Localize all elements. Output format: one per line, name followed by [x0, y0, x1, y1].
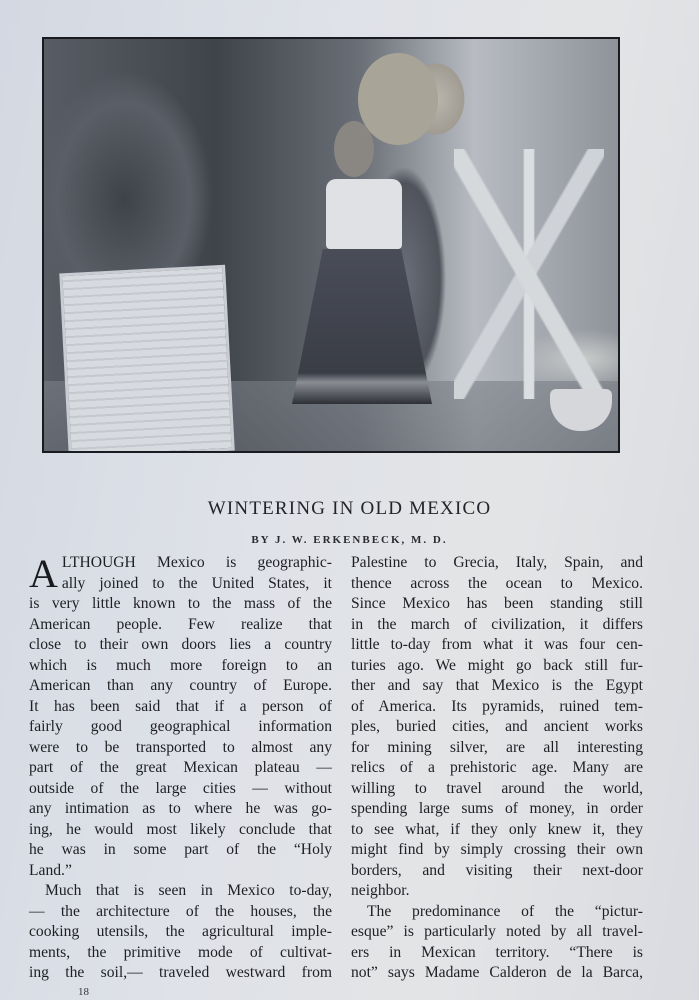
text-line: willing to travel around the world, — [351, 779, 643, 797]
left-column — [29, 553, 332, 984]
text-line: which is much more foreign to an — [29, 656, 332, 674]
page-number: 18 — [78, 986, 89, 998]
text-line: American than any country of Europe. — [29, 677, 332, 694]
text-line: LTHOUGH Mexico is geographic- — [61, 554, 332, 571]
text-line: neighbor. — [351, 882, 410, 899]
text-line: esque” is particularly noted by all travel- — [351, 923, 643, 940]
text-line: Palestine to Grecia, Italy, Spain, and — [351, 554, 643, 571]
photo-girl-blouse — [326, 179, 402, 249]
drop-cap: A — [29, 551, 58, 596]
text-line: any intimation as to where he was go- — [29, 800, 332, 817]
article-photo — [42, 37, 620, 453]
text-line: to see what, if they only knew it, they — [351, 820, 643, 838]
text-line: cooking utensils, the agricultural imple- — [29, 923, 332, 940]
text-line: ther and say that Mexico is the Egypt — [351, 677, 643, 694]
photo-agave-plant — [454, 149, 604, 399]
text-line: he was in some part of the “Holy — [29, 841, 332, 858]
photo-loom — [59, 265, 235, 453]
text-line: American people. Few realize that — [29, 615, 332, 633]
text-line: spending large sums of money, in order — [351, 800, 643, 817]
text-line: Since Mexico has been standing still — [351, 595, 643, 612]
text-line: The predominance of the “pictur- — [367, 902, 643, 920]
text-line: ments, the primitive mode of cultivat- — [29, 943, 332, 961]
photo-girl-skirt — [292, 249, 432, 404]
photo-water-jar — [358, 53, 438, 145]
text-line: ing the soil,— traveled westward from — [29, 964, 332, 981]
text-line: ing, he would most likely conclude that — [29, 820, 332, 838]
text-line: Land.” — [29, 861, 72, 879]
text-line: part of the great Mexican plateau — — [29, 759, 332, 776]
right-column — [351, 553, 643, 984]
text-line: for mining silver, are all interesting — [351, 738, 643, 756]
text-line: thence across the ocean to Mexico. — [351, 574, 643, 592]
text-line: in the march of civilization, it differs — [351, 615, 643, 633]
text-line: not” says Madame Calderon de la Barca, — [351, 964, 643, 981]
text-line: little to-day from what it was four cen- — [351, 636, 643, 653]
text-line: fairly good geographical information — [29, 718, 332, 735]
article-byline: BY J. W. ERKENBECK, M. D. — [251, 534, 448, 546]
text-line: — the architecture of the houses, the — [29, 902, 332, 920]
text-line: ally joined to the United States, it — [61, 574, 332, 592]
text-line: ers in Mexican territory. “There is — [351, 943, 643, 961]
text-line: Much that is seen in Mexico to-day, — [45, 882, 332, 899]
text-line: close to their own doors lies a country — [29, 636, 332, 653]
text-line: of America. Its pyramids, ruined tem- — [351, 697, 643, 715]
text-line: outside of the large cities — without — [29, 779, 332, 797]
photo-girl-head — [334, 121, 374, 177]
text-line: relics of a prehistoric age. Many are — [351, 759, 643, 776]
text-line: might find by simply crossing their own — [351, 841, 643, 858]
text-line: borders, and visiting their next-door — [351, 861, 643, 879]
text-line: ples, buried cities, and ancient works — [351, 718, 643, 735]
text-line: turies ago. We might go back still fur- — [351, 656, 643, 674]
text-line: is very little known to the mass of the — [29, 595, 332, 612]
article-title: WINTERING IN OLD MEXICO — [207, 498, 492, 519]
text-line: were to be transported to almost any — [29, 738, 332, 756]
text-line: It has been said that if a person of — [29, 697, 332, 715]
